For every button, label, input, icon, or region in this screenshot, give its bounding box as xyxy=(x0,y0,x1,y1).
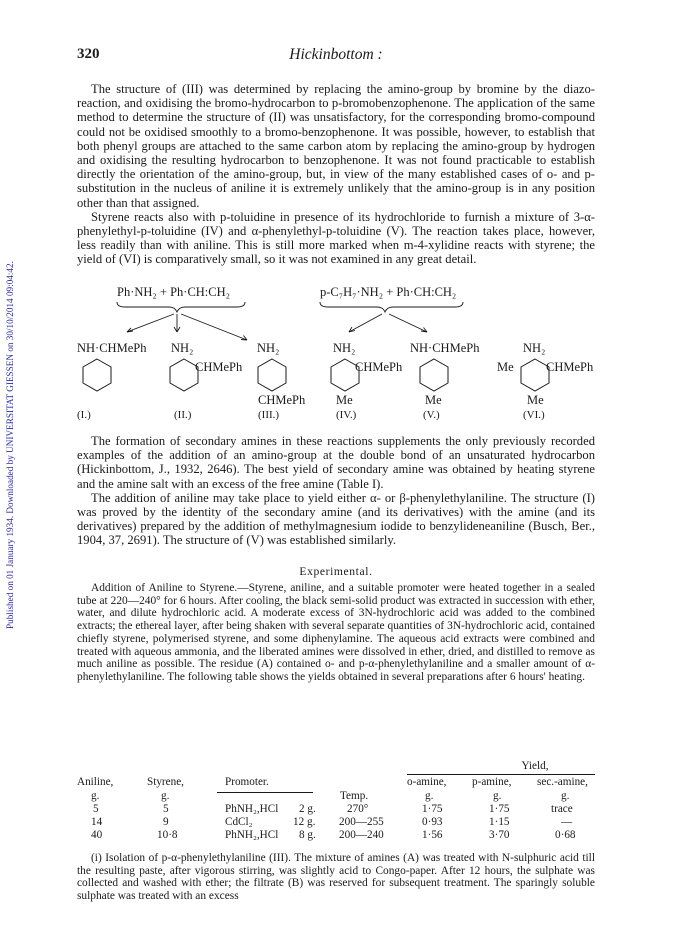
header-aniline: Aniline, xyxy=(77,776,114,788)
substituent-II-side: CHMePh xyxy=(195,360,243,374)
unit-o-amine: g. xyxy=(425,790,434,802)
substituent-III-bottom: CHMePh xyxy=(258,393,306,407)
arrow-to-I xyxy=(127,314,174,332)
header-p-amine: p-amine, xyxy=(472,776,512,788)
compound-label-III: (III.) xyxy=(258,409,280,421)
unit-styrene: g. xyxy=(161,790,170,802)
table-cell: 1·75 xyxy=(489,803,510,815)
section-title: Experimental. xyxy=(299,565,373,578)
isolation-paragraph xyxy=(77,852,595,903)
paragraph-secondary-amines: The formation of secondary amines in these reactions supplements the only previously recorded examples of the addition of an amino-group at the double bond of an unsaturated hydrocarbon (Hickinbottom, J., 1932, 2646). The best yield of secondary amine was obtained by heating styrene and the amine salt with an excess of the free amine (Table I). xyxy=(77,434,595,491)
table-cell: 9 xyxy=(163,816,169,828)
table-cell: 3·70 xyxy=(489,829,510,841)
benzene-ring-III xyxy=(258,359,286,391)
unit-p-amine: g. xyxy=(493,790,502,802)
page-header xyxy=(77,46,595,64)
arrow-to-V xyxy=(389,314,427,332)
table-cell: 1·75 xyxy=(422,803,443,815)
discussion-paragraphs xyxy=(77,434,595,548)
table-cell: 2 g. xyxy=(299,803,316,815)
download-watermark-text: Published on 01 January 1934. Downloaded by UNIVERSITAT GIESSEN on 30/10/2014 09:04:42. xyxy=(5,261,15,629)
unit-aniline: g. xyxy=(91,790,100,802)
download-watermark xyxy=(0,0,20,936)
paragraph-structure-iii: The structure of (III) was determined by replacing the amino-group by bromine by the diazo-reaction, and oxidising the bromo-hydrocarbon to p-bromobenzophenone. The application of the same method to determine the structure of (II) was unsatisfactory, for the corresponding bromo-compound could not be oxidised smoothly to a bromo-benzophenone. It was possible, however, to establish that both phenyl groups are attached to the same carbon atom by replacing the amino-group by hydrogen and oxidising the resulting hydrocarbon to benzophenone. It was not found practicable to establish directly the orientation of the amino-group, but, in view of the many established cases of o- and p-substitution in the nucleus of aniline it is extremely unlikely that the amino-group is in any position other than that assigned. xyxy=(77,82,595,210)
paragraph-addition-of-aniline: Addition of Aniline to Styrene.—Styrene, aniline, and a suitable promoter were heated together in a sealed tube at 220—240° for 6 hours. After cooling, the black semi-solid product was extracted in succession with ether, water, and dilute hydrochloric acid. A moderate excess of 3N-hydrochloric acid was added to the combined extracts; the ethereal layer, after being shaken with several separate quantities of 3N-hydrochloric acid, contained chiefly styrene, polymerised styrene, and some diphenylamine. The aqueous acid extracts were combined and treated with aqueous ammonia, and the liberated amines were dissolved in ether, dried, and distilled to remove as much aniline as possible. The residue (A) contained o- and p-α-phenylethylaniline and a smaller amount of α-phenylethylaniline. The following table shows the yields obtained in several preparations after 6 hours' heating. xyxy=(77,582,595,683)
table-cell: — xyxy=(561,816,573,828)
running-title: Hickinbottom : xyxy=(289,46,383,63)
benzene-ring-V xyxy=(420,359,448,391)
paragraph-isolation-iii: (i) Isolation of p-α-phenylethylaniline (III). The mixture of amines (A) was treated with N-sulphuric acid till the resulting paste, after vigorous stirring, was slightly acid to Congo-paper. After 12 hours, the sulphate was collected and washed with ether; the filtrate (B) was reserved for subsequent treatment. The sparingly soluble sulphate was treated with an excess xyxy=(77,852,595,903)
table-cell: trace xyxy=(551,803,573,815)
benzene-ring-II xyxy=(170,359,198,391)
unit-sec-amine: g. xyxy=(561,790,570,802)
benzene-ring-I xyxy=(83,359,111,391)
benzene-ring-VI xyxy=(521,359,549,391)
substituent-IV-top: NH₂ xyxy=(333,341,356,355)
table-cell: 200—255 xyxy=(339,816,384,828)
right-reactants: p-C₇H₇·NH₂ + Ph·CH:CH₂ xyxy=(320,285,457,299)
substituent-IV-bottom: Me xyxy=(336,393,353,407)
intro-paragraphs xyxy=(77,82,595,267)
header-styrene: Styrene, xyxy=(147,776,184,788)
page-number: 320 xyxy=(77,46,100,62)
paragraph-toluidine: Styrene reacts also with p-toluidine in presence of its hydrochloride to furnish a mixture of 3-α-phenylethyl-p-toluidine (IV) and α-phenylethyl-p-toluidine (V). The reaction takes place, however, less readily than with aniline. This is still more marked when m-4-xylidine reacts with styrene; the yield of (VI) is comparatively small, so it was not examined in any great detail. xyxy=(77,209,595,267)
substituent-VI-left: Me xyxy=(497,360,514,374)
compound-label-V: (V.) xyxy=(423,409,440,421)
table-cell: 270° xyxy=(347,803,369,815)
table-cell: 0·93 xyxy=(422,816,443,828)
table-cell: PhNH₂,HCl xyxy=(225,829,279,841)
table-cell: 40 xyxy=(91,829,103,841)
table-cell: 10·8 xyxy=(157,829,178,841)
table-cell: 8 g. xyxy=(299,829,316,841)
yield-header: Yield, xyxy=(521,760,549,772)
table-cell: 14 xyxy=(91,816,103,828)
substituent-VI-bottom: Me xyxy=(527,393,544,407)
experimental-paragraph xyxy=(77,582,595,684)
header-promoter: Promoter. xyxy=(225,776,269,788)
table-cell: PhNH₂,HCl xyxy=(225,803,279,815)
reaction-scheme-svg xyxy=(77,282,607,422)
compound-label-IV: (IV.) xyxy=(336,409,357,421)
table-cell: 200—240 xyxy=(339,829,384,841)
left-reactants: Ph·NH₂ + Ph·CH:CH₂ xyxy=(117,285,231,299)
promoter-brace xyxy=(217,788,313,793)
compound-label-II: (II.) xyxy=(174,409,192,421)
reaction-scheme xyxy=(77,282,607,422)
table-cell: CdCl₂ xyxy=(225,816,253,828)
table-cell: 5 xyxy=(163,803,169,815)
substituent-II-top: NH₂ xyxy=(171,341,194,355)
table-cell: 1·15 xyxy=(489,816,510,828)
header-temp: Temp. xyxy=(340,790,369,802)
table-cell: 1·56 xyxy=(422,829,443,841)
substituent-VI-top: NH₂ xyxy=(523,341,546,355)
yield-table xyxy=(77,760,595,860)
table-cell: 5 xyxy=(93,803,99,815)
substituent-VI-side: CHMePh xyxy=(546,360,594,374)
substituent-I: NH·CHMePh xyxy=(77,341,147,355)
table-cell: 0·68 xyxy=(555,829,576,841)
compound-label-I: (I.) xyxy=(77,409,91,421)
substituent-V-bottom: Me xyxy=(425,393,442,407)
compound-label-VI: (VI.) xyxy=(523,409,545,421)
left-brace xyxy=(117,302,245,312)
substituent-III-top: NH₂ xyxy=(257,341,280,355)
header-sec-amine: sec.-amine, xyxy=(537,776,588,788)
substituent-V-top: NH·CHMePh xyxy=(410,341,480,355)
arrow-to-IV xyxy=(349,314,382,332)
table-cell: 12 g. xyxy=(293,816,316,828)
paragraph-aniline-addition: The addition of aniline may take place to yield either α- or β-phenylethylaniline. The structure (I) was proved by the identity of the secondary amine (and its derivatives) with the amine (and its derivatives) prepared by the addition of methylmagnesium iodide to benzylideneaniline (Busch, Ber., 1904, 37, 2691). The structure of (V) was established similarly. xyxy=(77,490,595,548)
header-o-amine: o-amine, xyxy=(407,776,447,788)
right-brace xyxy=(320,302,463,312)
substituent-IV-side: CHMePh xyxy=(355,360,403,374)
arrow-to-III xyxy=(181,314,247,340)
